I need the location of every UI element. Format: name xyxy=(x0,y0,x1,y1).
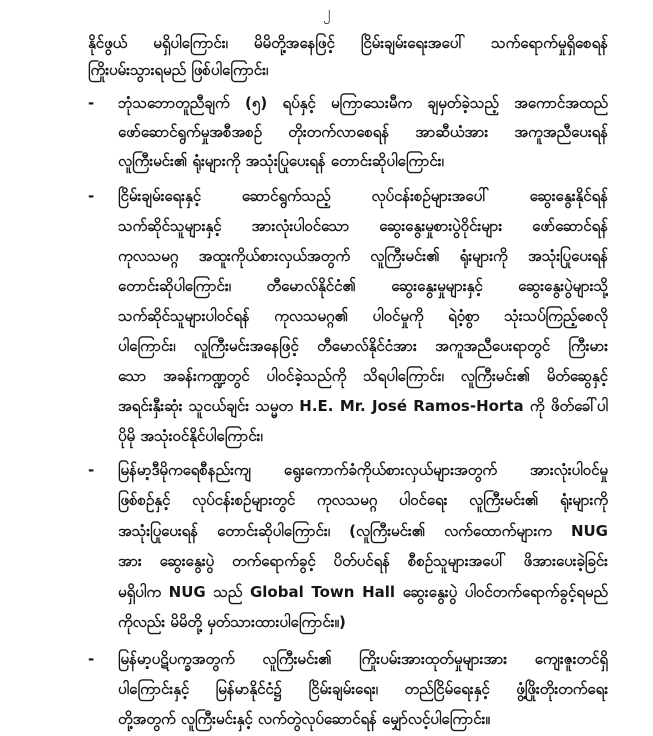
bullet-line: သော အခန်းကဏ္ဍတွင် ပါဝင်ခဲ့သည်ကို သိရပါကြောင်း၊ လူကြီးမင်း၏ မိတ်ဆွေနှင့် xyxy=(118,367,608,385)
bullet-line: အား ဆွေးနွေးပွဲ တက်ရောက်ခွင့် ပိတ်ပင်ရန် စီစဉ်သူများအပေါ် ဖိအားပေးခဲ့ခြင်း xyxy=(118,552,608,571)
bullet-line: အရင်းနှီးဆုံး သူငယ်ချင်း သမ္မတ H.E. Mr. José Ramos-Horta ကို ဖိတ်ခေါ်ပါ xyxy=(118,397,608,415)
bullet-line: ဖော်ဆောင်ရွက်မှုအစီအစဉ် တိုးတက်လာစေရန် အာဆီယံအား အကူအညီပေးရန် xyxy=(118,123,608,141)
bullet-line: မြန်မာ့ဒီမိုကရေစီနည်းကျ ရွေးကောက်ခံကိုယ်စားလှယ်များအတွက် အားလုံးပါဝင်မှု xyxy=(118,461,608,479)
bullet-line: ငြိမ်းချမ်းရေးနှင့် ဆောင်ရွက်သည့် လုပ်ငန်းစဉ်များအပေါ် ဆွေးနွေးနိုင်ရန် xyxy=(118,187,608,205)
bullet-dash: - xyxy=(88,650,95,668)
bullet-line: ကိုလည်း မိမိတို့ မှတ်သားထားပါကြောင်း။) xyxy=(118,612,346,631)
bullet-line: ပိုမို အသုံးဝင်နိုင်ပါကြောင်း၊ xyxy=(118,427,263,445)
page-number: ၂ xyxy=(322,3,331,21)
bullet-line: မြန်မာ့ပဋိပက္ခအတွက် လူကြီးမင်း၏ ကြိုးပမ်းအားထုတ်မှုများအား ကျေးဇူးတင်ရှိ xyxy=(118,650,608,668)
bullet-line: လူကြီးမင်း၏ ရုံးများကို အသုံးပြုပေးရန် တောင်းဆိုပါကြောင်း၊ xyxy=(118,152,444,170)
bullet-body xyxy=(118,455,608,637)
bullet-line: တောင်းဆိုပါကြောင်း၊ တီမောလ်နိုင်ငံ၏ ဆွေးနွေးမှုများနှင့် ဆွေးနွေးပွဲများသို့ xyxy=(118,277,608,295)
intro-line: နိုင်ဖွယ် မရှိပါကြောင်း၊ မိမိတို့အနေဖြင့် ငြိမ်းချမ်းရေးအပေါ် သက်ရောက်မှုရှိစေရန် xyxy=(88,34,608,52)
bullet-line: ကုလသမဂ္ဂ အထူးကိုယ်စားလှယ်အတွက် လူကြီးမင်း၏ ရုံးများကို အသုံးပြုပေးရန် xyxy=(118,247,608,265)
bullet-body xyxy=(118,89,608,176)
bullet-line: ပါကြောင်း၊ လူကြီးမင်းအနေဖြင့် တီမောလ်နိုင်ငံအား အကူအညီပေးရာတွင် ကြီးမား xyxy=(118,337,608,355)
bullet-line: သက်ဆိုင်သူများနှင့် အားလုံးပါဝင်သော ဆွေးနွေးမှုစားပွဲဝိုင်းများ ဖော်ဆောင်ရန် xyxy=(118,217,608,235)
bullet-body xyxy=(118,644,608,734)
bullet-dash: - xyxy=(88,461,95,479)
bullet-line: တို့အတွက် လူကြီးမင်းနှင့် လက်တွဲလုပ်ဆောင်ရန် မျှော်လင့်ပါကြောင်း။ xyxy=(118,710,490,728)
bullet-line: ပါကြောင်းနှင့် မြန်မာနိုင်ငံ၌ ငြိမ်းချမ်းရေး၊ တည်ငြိမ်ရေးနှင့် ဖွံ့ဖြိုးတိုးတက်ရေး xyxy=(118,680,608,698)
bullet-line: သက်ဆိုင်သူများပါဝင်ရန် ကုလသမဂ္ဂ၏ ပါဝင်မှုကို ရဲဝံ့စွာ သုံးသပ်ကြည့်စေလို xyxy=(118,307,608,325)
intro-paragraph xyxy=(88,30,608,84)
bullet-line: မရှိပါက NUG သည် Global Town Hall ဆွေးနွေးပွဲ ပါဝင်တက်ရောက်ခွင့်ရမည် xyxy=(118,582,608,601)
bullet-dash: - xyxy=(88,94,95,112)
bullet-line: ဖြစ်စဉ်နှင့် လုပ်ငန်းစဉ်များတွင် ကုလသမဂ္ဂ ပါဝင်ရေး လူကြီးမင်း၏ ရုံးများကို xyxy=(118,491,608,510)
bullet-body xyxy=(118,181,608,451)
intro-line: ကြိုးပမ်းသွားရမည် ဖြစ်ပါကြောင်း၊ xyxy=(88,61,269,79)
bullet-dash: - xyxy=(88,187,95,205)
bullet-line: ဘုံသဘောတူညီချက် (၅) ရပ်နှင့် မကြာသေးမီက ချမှတ်ခဲ့သည့် အကောင်အထည် xyxy=(118,94,608,112)
bullet-line: အသုံးပြုပေးရန် တောင်းဆိုပါကြောင်း၊ (လူကြီးမင်း၏ လက်ထောက်များက NUG xyxy=(118,521,608,540)
